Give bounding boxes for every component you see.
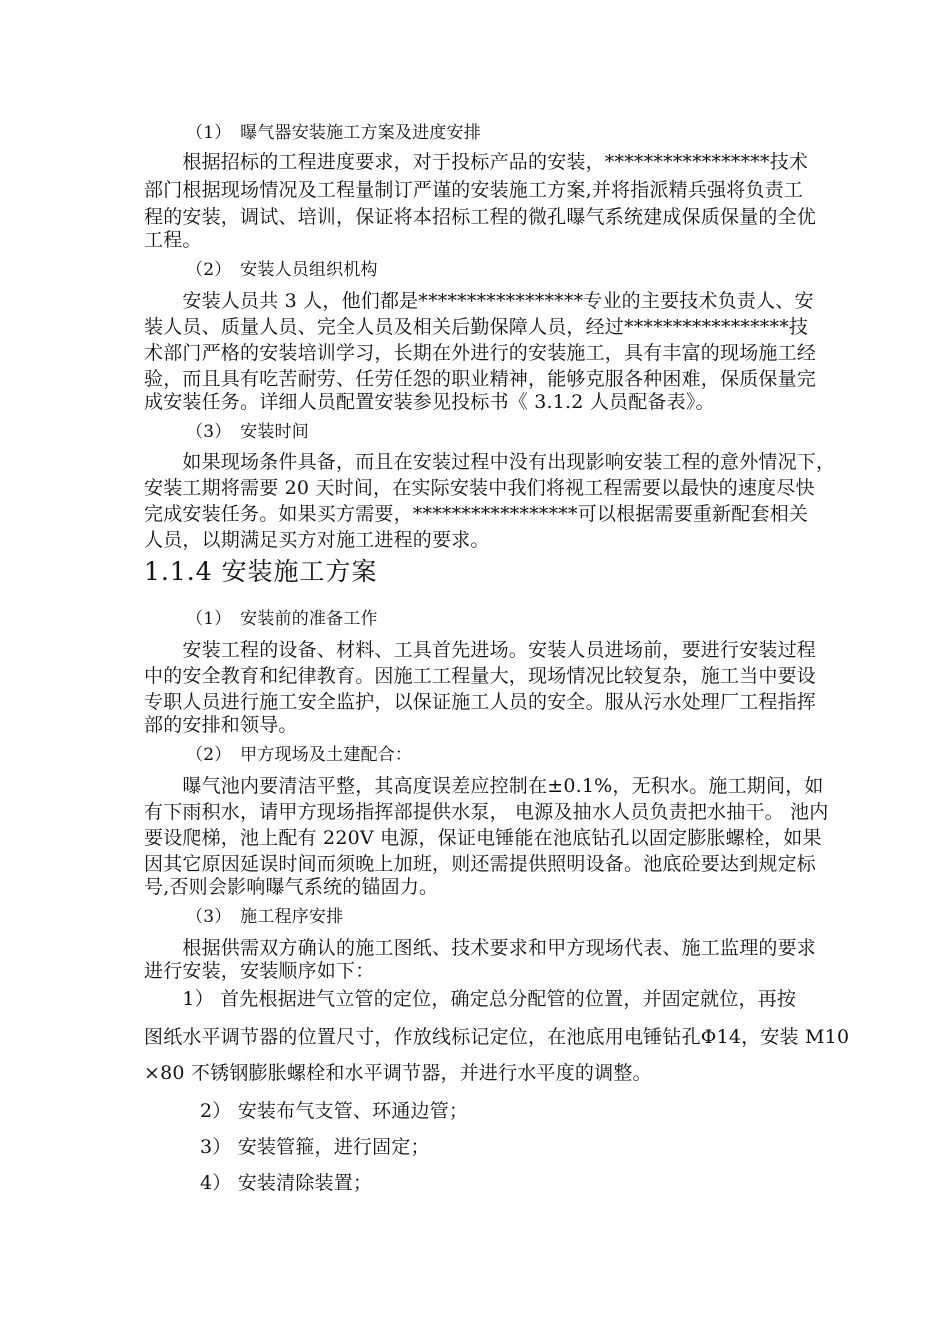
paragraph-line: 根据供需双方确认的施工图纸、技术要求和甲方现场代表、施工监理的要求 <box>144 937 817 959</box>
paragraph-line: 要设爬梯，池上配有 220V 电源，保证电锤能在池底钻孔以固定膨胀螺栓，如果 <box>144 827 822 849</box>
heading-aerator-installation-plan: （1） 曝气器安装施工方案及进度安排 <box>186 123 481 143</box>
list-item-3: 3） 安装管箍，进行固定； <box>200 1136 430 1158</box>
heading-installation-time: （3） 安装时间 <box>186 422 309 442</box>
paragraph-line: 人员，以期满足买方对施工进程的要求。 <box>144 529 490 551</box>
list-item-2: 2） 安装布气支管、环通边管； <box>200 1100 469 1122</box>
paragraph-line: 号,否则会影响曝气系统的锚固力。 <box>144 876 439 898</box>
paragraph-line: 完成安装任务。如果买方需要，*****************可以根据需要重新配套相关 <box>144 503 809 525</box>
paragraph-line: 因其它原因延误时间而须晚上加班，则还需提供照明设备。池底砼要达到规定标 <box>144 853 817 875</box>
heading-installation-staff: （2） 安装人员组织机构 <box>186 260 378 280</box>
list-item-1-line: ×80 不锈钢膨胀螺栓和水平调节器，并进行水平度的调整。 <box>144 1062 652 1084</box>
paragraph-line: 工程。 <box>144 229 202 251</box>
paragraph-line: 安装人员共 3 人，他们都是*****************专业的主要技术负责人、安 <box>144 290 814 312</box>
heading-preparation: （1） 安装前的准备工作 <box>186 609 378 629</box>
paragraph-line: 专职人员进行施工安全监护，以保证施工人员的安全。服从污水处理厂工程指挥 <box>144 691 817 713</box>
list-item-1-line: 1） 首先根据进气立管的定位，确定总分配管的位置，并固定就位，再按 <box>144 988 797 1010</box>
paragraph-line: 根据招标的工程进度要求，对于投标产品的安装，*****************技术 <box>144 151 809 173</box>
paragraph-line: 中的安全教育和纪律教育。因施工工程量大，现场情况比较复杂，施工当中要设 <box>144 665 817 687</box>
paragraph-line: 部的安排和领导。 <box>144 714 298 736</box>
list-item-1-line: 图纸水平调节器的位置尺寸，作放线标记定位，在池底用电锤钻孔Φ14，安装 M10 <box>144 1026 850 1048</box>
section-heading-1-1-4: 1.1.4 安装施工方案 <box>144 557 378 586</box>
heading-client-coordination: （2） 甲方现场及土建配合： <box>186 745 413 765</box>
paragraph-line: 进行安装，安装顺序如下： <box>144 960 375 982</box>
paragraph-line: 有下雨积水，请甲方现场指挥部提供水泵， 电源及抽水人员负责把水抽干。 池内 <box>144 801 829 823</box>
paragraph-line: 验，而且具有吃苦耐劳、任劳任怨的职业精神，能够克服各种困难，保质保量完 <box>144 368 817 390</box>
paragraph-line: 成安装任务。详细人员配置安装参见投标书《 3.1.2 人员配备表》。 <box>144 391 715 413</box>
paragraph-line: 曝气池内要清洁平整，其高度误差应控制在±0.1%，无积水。施工期间，如 <box>144 775 824 797</box>
list-item-4: 4） 安装清除装置； <box>200 1172 373 1194</box>
paragraph-line: 术部门严格的安装培训学习，长期在外进行的安装施工，具有丰富的现场施工经 <box>144 342 817 364</box>
paragraph-line: 安装工期将需要 20 天时间，在实际安装中我们将视工程需要以最快的速度尽快 <box>144 477 815 499</box>
paragraph-line: 部门根据现场情况及工程量制订严谨的安装施工方案,并将指派精兵强将负责工 <box>144 179 804 201</box>
paragraph-line: 如果现场条件具备，而且在安装过程中没有出现影响安装工程的意外情况下， <box>144 451 836 473</box>
paragraph-line: 装人员、质量人员、完全人员及相关后勤保障人员，经过*****************技 <box>144 316 809 338</box>
heading-construction-sequence: （3） 施工程序安排 <box>186 907 344 927</box>
paragraph-line: 安装工程的设备、材料、工具首先进场。安装人员进场前，要进行安装过程 <box>144 639 817 661</box>
paragraph-line: 程的安装，调试、培训，保证将本招标工程的微孔曝气系统建成保质保量的全优 <box>144 206 817 228</box>
